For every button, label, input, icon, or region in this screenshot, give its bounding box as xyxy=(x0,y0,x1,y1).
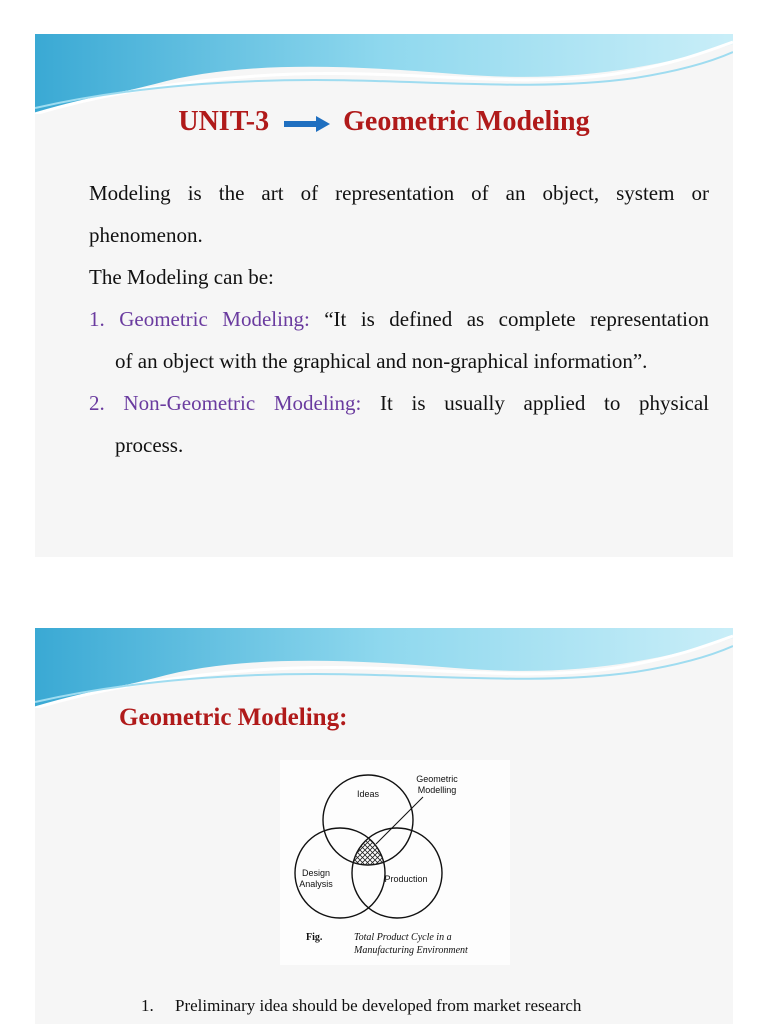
venn-figure xyxy=(280,760,510,965)
list-item-2 xyxy=(89,382,709,424)
list-item-2-text: It is usually applied to physical xyxy=(380,391,710,415)
can-be-line: The Modeling can be: xyxy=(89,265,274,289)
slide-title xyxy=(35,106,733,140)
slide-1 xyxy=(35,34,733,557)
list-item-2-number: 2. xyxy=(89,391,105,415)
unit-label: UNIT-3 xyxy=(178,106,270,137)
fig-caption-line-1: Total Product Cycle in a xyxy=(354,932,452,943)
list-item-1 xyxy=(89,298,709,340)
header-wave-decoration xyxy=(35,34,733,114)
list-item-2-term: Non-Geometric Modeling: xyxy=(123,391,362,415)
intro-line-1: Modeling is the art of representation of an object, system or xyxy=(89,181,709,205)
production-label: Production xyxy=(384,874,428,884)
list-item-2-continued: process. xyxy=(115,433,184,457)
list-item-1-continued: of an object with the graphical and non-graphical information”. xyxy=(115,349,648,373)
fig-caption-line-2: Manufacturing Environment xyxy=(354,945,468,956)
intro-line-2: phenomenon. xyxy=(89,223,203,247)
ideas-label: Ideas xyxy=(356,789,380,799)
list-item-number: 1. xyxy=(141,996,154,1015)
list-item-1-text: “It is defined as complete representation xyxy=(324,307,710,331)
list-item-text: Preliminary idea should be developed from market research xyxy=(175,996,582,1015)
pointer-line xyxy=(376,797,423,844)
right-arrow-icon xyxy=(284,108,330,140)
design-label: Design xyxy=(301,868,331,878)
list-item-1-number: 1. xyxy=(89,307,105,331)
list-item xyxy=(141,996,581,1016)
fig-label: Fig. xyxy=(306,932,323,943)
analysis-label: Analysis xyxy=(299,879,333,889)
header-wave-decoration xyxy=(35,628,733,708)
geometric-label: Geometric xyxy=(416,774,458,784)
slide-body xyxy=(89,172,709,466)
topic-label: Geometric Modeling xyxy=(343,106,590,137)
slide-2 xyxy=(35,628,733,1024)
list-item-1-term: Geometric Modeling: xyxy=(119,307,310,331)
modelling-label: Modelling xyxy=(417,785,457,795)
slide-title: Geometric Modeling: xyxy=(119,704,348,731)
